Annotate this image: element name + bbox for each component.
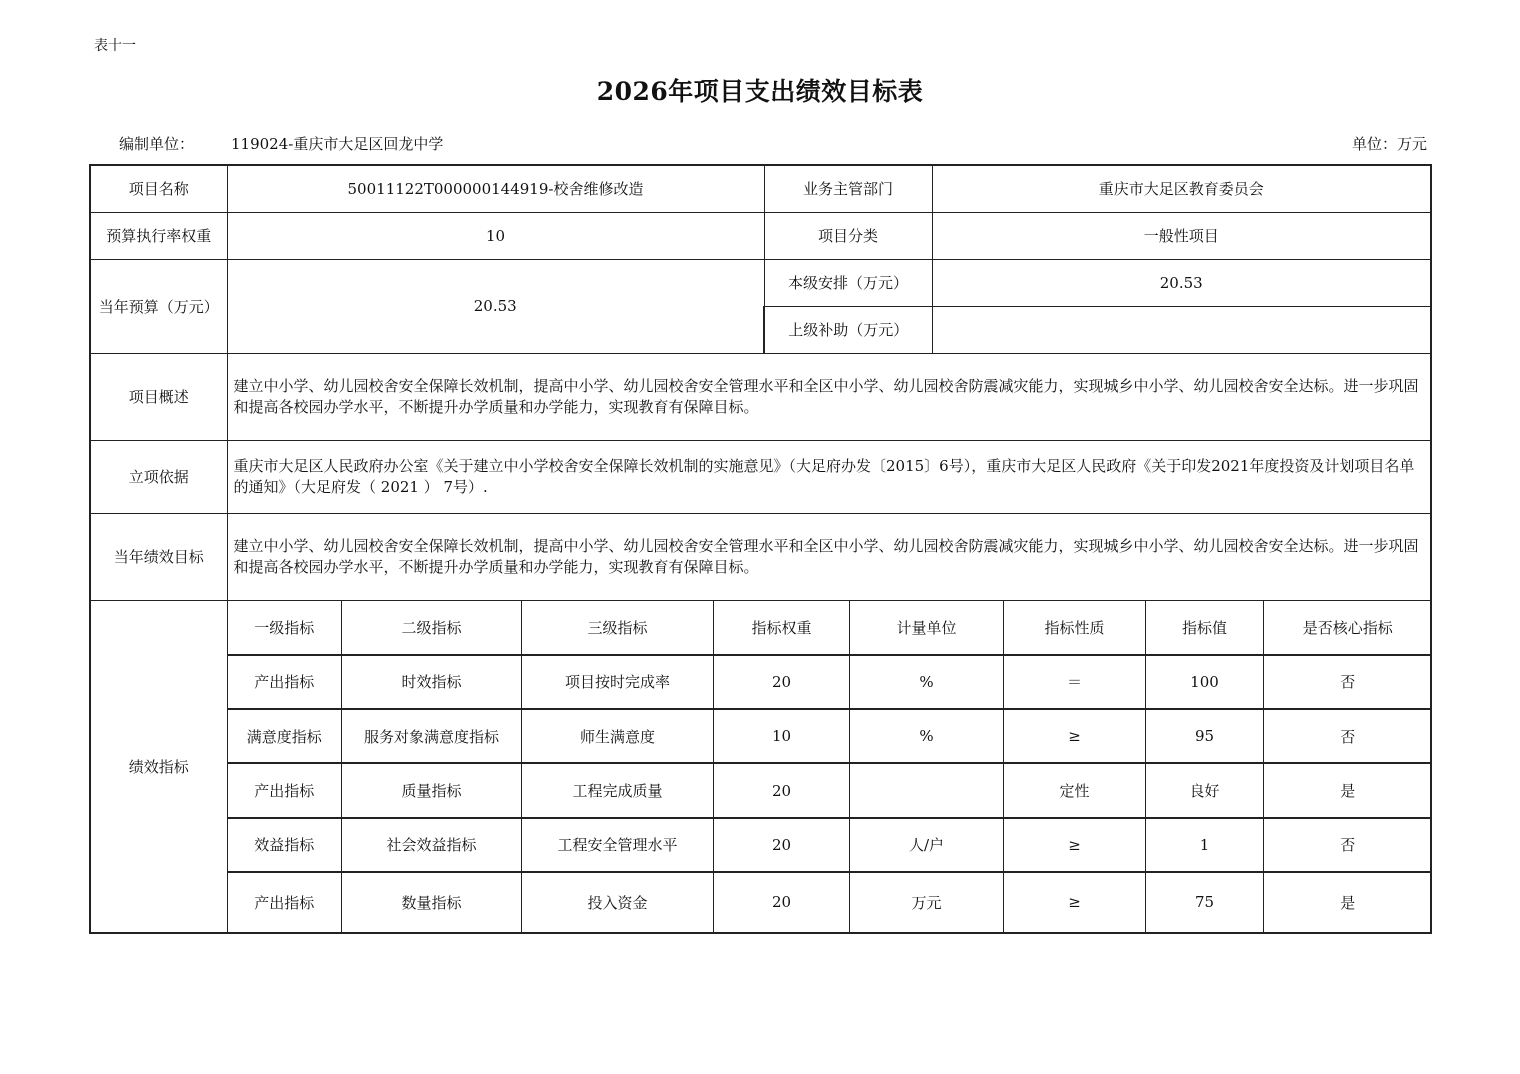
cell-nature: ≥ <box>1004 818 1146 872</box>
cell-core: 否 <box>1264 655 1432 709</box>
cell-nature: ≥ <box>1004 872 1146 931</box>
category-label: 项目分类 <box>764 212 932 259</box>
cell-value: 1 <box>1146 818 1264 872</box>
cell-weight: 20 <box>714 763 850 817</box>
cell-core: 否 <box>1264 709 1432 763</box>
table-row <box>228 655 1432 709</box>
header-value: 指标值 <box>1146 601 1264 655</box>
budget-label: 当年预算（万元） <box>90 259 227 353</box>
cell-level3: 师生满意度 <box>522 709 714 763</box>
cell-level2: 质量指标 <box>342 763 522 817</box>
header-core: 是否核心指标 <box>1264 601 1432 655</box>
subsidy-value <box>932 306 1431 353</box>
weight-value: 10 <box>227 212 764 259</box>
header-weight: 指标权重 <box>714 601 850 655</box>
cell-level3: 投入资金 <box>522 872 714 931</box>
indicator-table <box>228 601 1432 932</box>
cell-unit: 人/户 <box>850 818 1004 872</box>
cell-weight: 20 <box>714 818 850 872</box>
cell-level1: 产出指标 <box>228 655 342 709</box>
cell-weight: 20 <box>714 655 850 709</box>
local-funding-value: 20.53 <box>932 259 1431 306</box>
currency-unit: 单位：万元 <box>1351 135 1427 153</box>
cell-level3: 工程完成质量 <box>522 763 714 817</box>
table-row <box>228 872 1432 931</box>
basis-label: 立项依据 <box>90 440 227 513</box>
cell-level3: 工程安全管理水平 <box>522 818 714 872</box>
goal-label: 当年绩效目标 <box>90 513 227 600</box>
cell-unit: 万元 <box>850 872 1004 931</box>
cell-level1: 满意度指标 <box>228 709 342 763</box>
compiling-unit-label: 编制单位： <box>119 135 195 153</box>
basis-text: 重庆市大足区人民政府办公室《关于建立中小学校舍安全保障长效机制的实施意见》（大足府办发〔2015〕6号），重庆市大足区人民政府《关于印发2021年度投资及计划项目名单的通知》（大足府发（ 2021 ） 7号）. <box>227 440 1431 513</box>
cell-value: 良好 <box>1146 763 1264 817</box>
project-name-value: 50011122T000000144919-校舍维修改造 <box>227 165 764 212</box>
header-level1: 一级指标 <box>228 601 342 655</box>
indicator-cell <box>227 600 1431 933</box>
overview-text: 建立中小学、幼儿园校舍安全保障长效机制，提高中小学、幼儿园校舍安全管理水平和全区中小学、幼儿园校舍防震减灾能力，实现城乡中小学、幼儿园校舍安全达标。进一步巩固和提高各校园办学水平，不断提升办学质量和办学能力，实现教育有保障目标。 <box>227 353 1431 440</box>
indicator-header-row <box>228 601 1432 655</box>
project-name-label: 项目名称 <box>90 165 227 212</box>
cell-level2: 时效指标 <box>342 655 522 709</box>
dept-value: 重庆市大足区教育委员会 <box>932 165 1431 212</box>
table-row <box>228 763 1432 817</box>
header-level2: 二级指标 <box>342 601 522 655</box>
header-nature: 指标性质 <box>1004 601 1146 655</box>
page-title: 2026年项目支出绩效目标表 <box>596 77 924 106</box>
cell-value: 75 <box>1146 872 1264 931</box>
weight-label: 预算执行率权重 <box>90 212 227 259</box>
performance-target-table <box>89 164 1432 934</box>
cell-level1: 效益指标 <box>228 818 342 872</box>
goal-text: 建立中小学、幼儿园校舍安全保障长效机制，提高中小学、幼儿园校舍安全管理水平和全区中小学、幼儿园校舍防震减灾能力，实现城乡中小学、幼儿园校舍安全达标。进一步巩固和提高各校园办学水平，不断提升办学质量和办学能力，实现教育有保障目标。 <box>227 513 1431 600</box>
cell-nature: ＝ <box>1004 655 1146 709</box>
table-row <box>228 709 1432 763</box>
cell-nature: 定性 <box>1004 763 1146 817</box>
cell-core: 是 <box>1264 763 1432 817</box>
cell-unit <box>850 763 1004 817</box>
cell-level3: 项目按时完成率 <box>522 655 714 709</box>
header-level3: 三级指标 <box>522 601 714 655</box>
cell-unit: % <box>850 655 1004 709</box>
dept-label: 业务主管部门 <box>764 165 932 212</box>
cell-weight: 10 <box>714 709 850 763</box>
cell-level2: 数量指标 <box>342 872 522 931</box>
overview-label: 项目概述 <box>90 353 227 440</box>
perf-indicators-label: 绩效指标 <box>90 600 227 933</box>
cell-value: 95 <box>1146 709 1264 763</box>
local-funding-label: 本级安排（万元） <box>764 259 932 306</box>
cell-weight: 20 <box>714 872 850 931</box>
category-value: 一般性项目 <box>932 212 1431 259</box>
compiling-unit-value: 119024-重庆市大足区回龙中学 <box>231 135 444 153</box>
header-unit: 计量单位 <box>850 601 1004 655</box>
cell-core: 是 <box>1264 872 1432 931</box>
cell-level2: 社会效益指标 <box>342 818 522 872</box>
cell-core: 否 <box>1264 818 1432 872</box>
budget-value: 20.53 <box>227 259 764 353</box>
cell-unit: % <box>850 709 1004 763</box>
table-number: 表十一 <box>94 38 136 54</box>
cell-level1: 产出指标 <box>228 872 342 931</box>
cell-level2: 服务对象满意度指标 <box>342 709 522 763</box>
cell-value: 100 <box>1146 655 1264 709</box>
table-row <box>228 818 1432 872</box>
subsidy-label: 上级补助（万元） <box>764 306 932 353</box>
cell-nature: ≥ <box>1004 709 1146 763</box>
cell-level1: 产出指标 <box>228 763 342 817</box>
